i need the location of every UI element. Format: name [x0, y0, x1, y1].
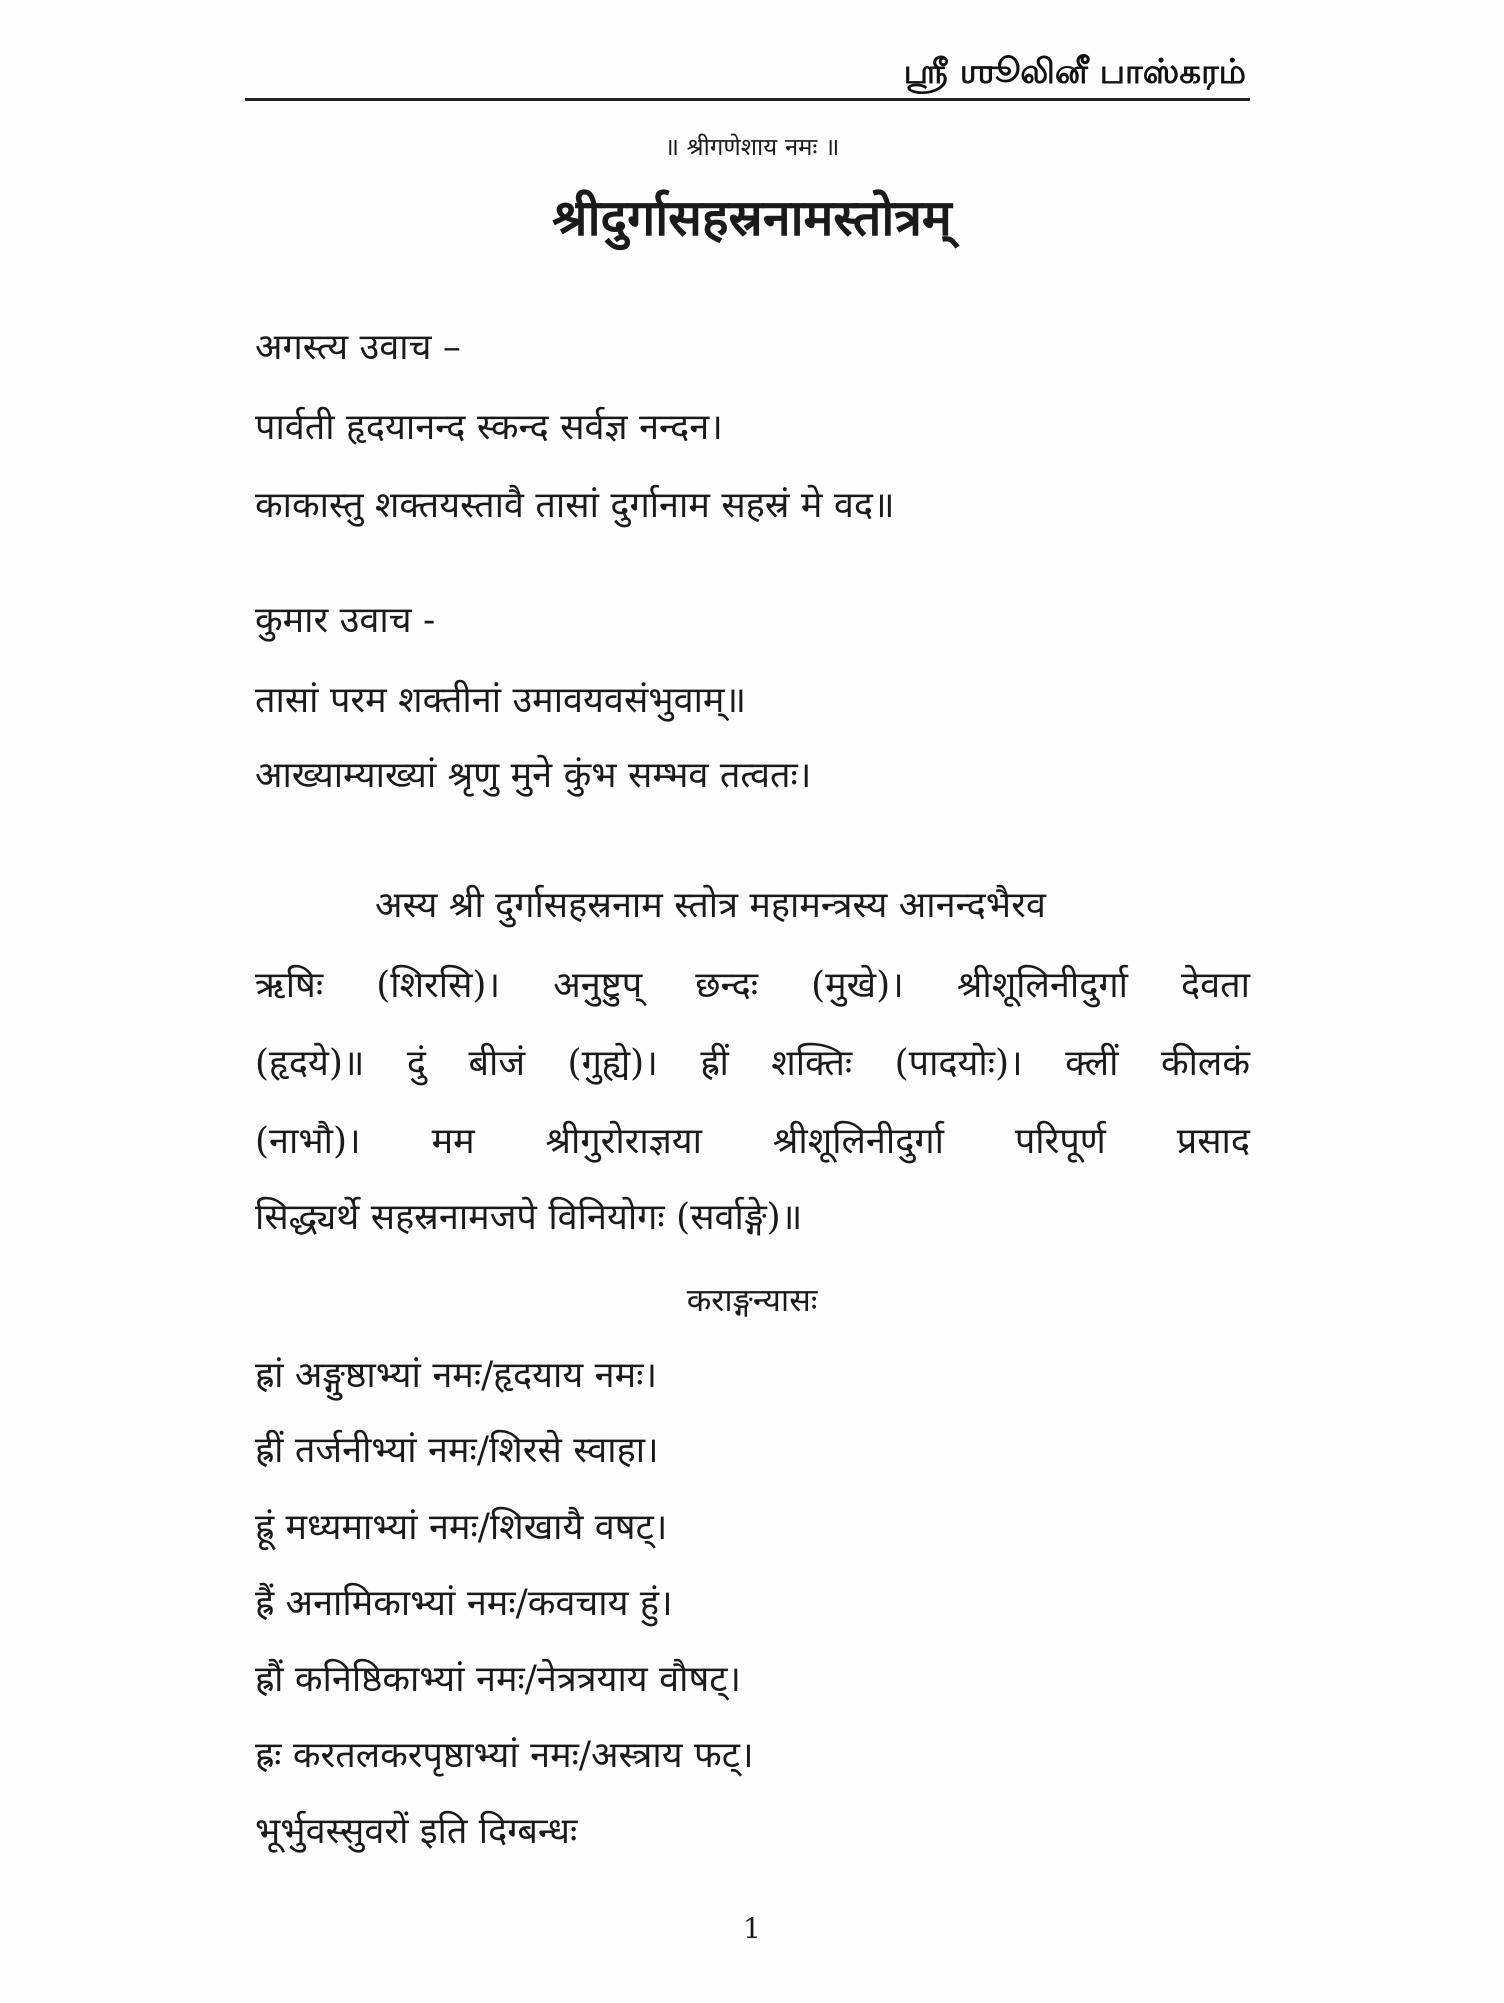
karanganyasa-heading: कराङ्गन्यासः — [686, 1281, 818, 1319]
running-header-title: ஸ்ரீ ஶூலினீ பாஸ்கரம் — [903, 52, 1246, 92]
speaker-kumara: कुमार उवाच - — [255, 600, 436, 641]
viniyoga-line: (हृदये)॥ दुं बीजं (गुह्ये)। ह्रीं शक्तिः (पादयोः)। क्लीं कीलकं — [255, 1043, 1250, 1084]
invocation-line: ॥ श्रीगणेशाय नमः ॥ — [664, 133, 840, 161]
nyasa-line: ह्रैं अनामिकाभ्यां नमः/कवचाय हुं। — [255, 1583, 673, 1624]
nyasa-line: ह्रां अङ्गुष्ठाभ्यां नमः/हृदयाय नमः। — [255, 1355, 658, 1396]
viniyoga-line: ऋषिः (शिरसि)। अनुष्टुप् छन्दः (मुखे)। श्रीशूलिनीदुर्गा देवता — [255, 965, 1250, 1006]
nyasa-line: ह्रः करतलकरपृष्ठाभ्यां नमः/अस्त्राय फट्। — [255, 1735, 754, 1776]
nyasa-line: ह्रूं मध्यमाभ्यां नमः/शिखायै वषट्। — [255, 1507, 668, 1548]
verse-line: पार्वती हृदयानन्द स्कन्द सर्वज्ञ नन्दन। — [255, 407, 723, 448]
viniyoga-line: अस्य श्री दुर्गासहस्रनाम स्तोत्र महामन्त्रस्य आनन्दभैरव — [375, 885, 1046, 926]
speaker-agastya: अगस्त्य उवाच – — [255, 327, 461, 368]
nyasa-line: भूर्भुवस्सुवरों इति दिग्बन्धः — [255, 1811, 578, 1852]
verse-line: आख्याम्याख्यां श्रृणु मुने कुंभ सम्भव तत्वतः। — [255, 755, 812, 796]
stotra-title: श्रीदुर्गासहस्रनामस्तोत्रम् — [552, 188, 952, 247]
viniyoga-line: (नाभौ)। मम श्रीगुरोराज्ञया श्रीशूलिनीदुर्गा परिपूर्ण प्रसाद — [255, 1121, 1250, 1162]
verse-line: काकास्तु शक्तयस्तावै तासां दुर्गानाम सहस्रं मे वद॥ — [255, 485, 895, 526]
page-number: 1 — [743, 1912, 761, 1945]
verse-line: तासां परम शक्तीनां उमावयवसंभुवाम्॥ — [255, 680, 747, 721]
nyasa-line: ह्रौं कनिष्ठिकाभ्यां नमः/नेत्रत्रयाय वौषट्। — [255, 1659, 742, 1700]
nyasa-line: ह्रीं तर्जनीभ्यां नमः/शिरसे स्वाहा। — [255, 1430, 659, 1471]
header-rule — [245, 98, 1250, 101]
viniyoga-line: सिद्ध्यर्थे सहस्रनामजपे विनियोगः (सर्वाङ्गे)॥ — [255, 1197, 803, 1238]
